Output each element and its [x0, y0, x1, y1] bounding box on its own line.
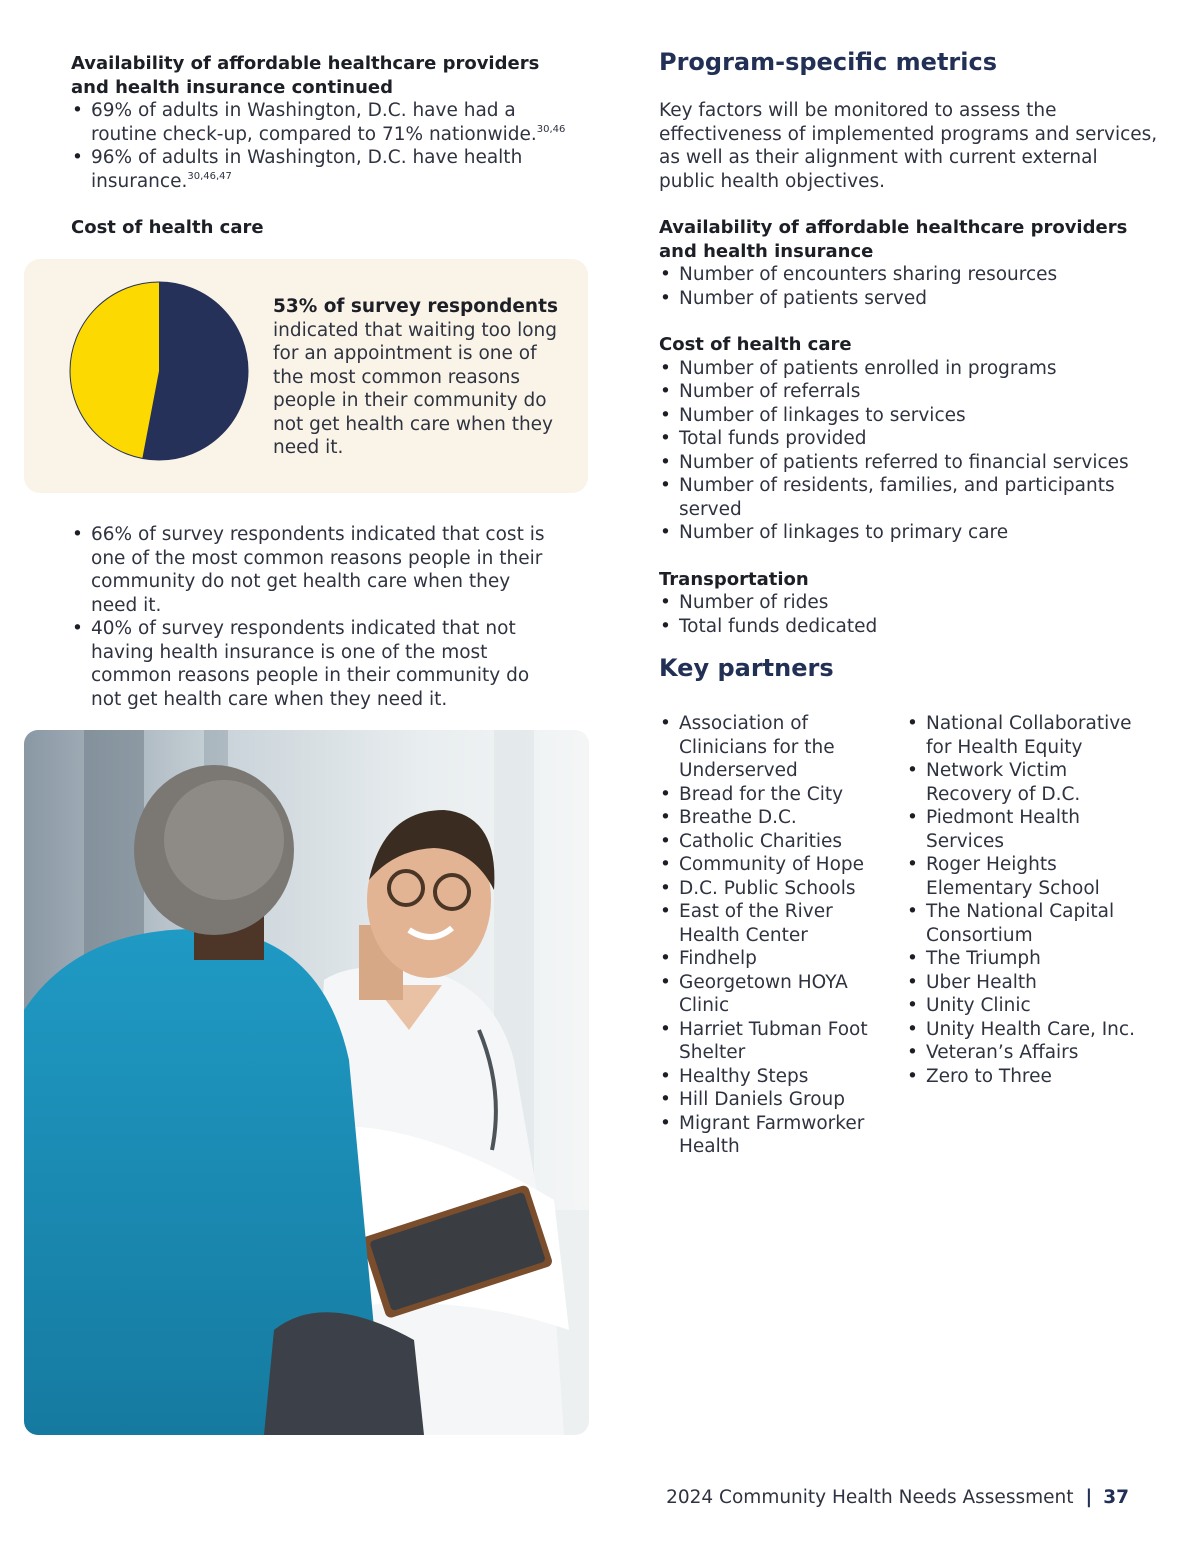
list-item: • Total funds dedicated [659, 615, 1159, 639]
callout-body: indicated that waiting too long for an appointment is one of the most common reasons people in their community do not get health care when they need it. [273, 319, 558, 458]
partner-item: • Network Victim Recovery of D.C. [906, 759, 1146, 806]
report-title: 2024 Community Health Needs Assessment [666, 1487, 1074, 1508]
partner-item: • Harriet Tubman Foot Shelter [659, 1018, 899, 1065]
partners-column-2 [906, 712, 1146, 1088]
list-item: • Number of rides [659, 591, 1159, 615]
metrics-access-list [659, 263, 1159, 310]
cost-heading: Cost of health care [71, 217, 264, 238]
metrics-transportation-list [659, 591, 1159, 638]
partner-item: • The Triumph [906, 947, 1146, 971]
photo-illustration [24, 730, 589, 1435]
right-column [659, 46, 1159, 684]
list-item: • Number of patients served [659, 287, 1159, 311]
list-item [71, 146, 571, 193]
partner-item: • East of the River Health Center [659, 900, 899, 947]
list-item: • Number of patients referred to financial services [659, 451, 1159, 475]
metrics-access-heading: Availability of affordable healthcare providers and health insurance [659, 217, 1128, 262]
metrics-cost-heading: Cost of health care [659, 334, 852, 355]
partner-item: • Piedmont Health Services [906, 806, 1146, 853]
partner-item: • Unity Health Care, Inc. [906, 1018, 1146, 1042]
list-item: • Number of patients enrolled in programs [659, 357, 1159, 381]
partner-item: • Migrant Farmworker Health [659, 1112, 899, 1159]
metrics-intro: Key factors will be monitored to assess the effectiveness of implemented programs and services, as well as their alignment with current external public health objectives. [659, 100, 1158, 192]
partner-item: • Veteran’s Affairs [906, 1041, 1146, 1065]
cost-stats-list [71, 523, 561, 711]
partner-item: • Community of Hope [659, 853, 899, 877]
metrics-cost-list [659, 357, 1159, 545]
stat-text: 69% of adults in Washington, D.C. have had a routine check-up, compared to 71% nationwide. [91, 100, 537, 145]
metrics-transportation-heading: Transportation [659, 568, 809, 590]
partners-column-1 [659, 712, 899, 1159]
citation: 30,46 [536, 123, 566, 135]
page-number: 37 [1103, 1487, 1129, 1508]
partner-item: • D.C. Public Schools [659, 877, 899, 901]
callout-text [273, 295, 563, 460]
partner-item: • Georgetown HOYA Clinic [659, 971, 899, 1018]
list-item: • Number of encounters sharing resources [659, 263, 1159, 287]
page-footer [600, 1485, 1129, 1511]
partner-item: • Hill Daniels Group [659, 1088, 899, 1112]
list-item: • 66% of survey respondents indicated that cost is one of the most common reasons people in their community do not get health care when they need it. [71, 523, 561, 617]
partner-item: • Zero to Three [906, 1065, 1146, 1089]
partner-item: • Catholic Charities [659, 830, 899, 854]
metrics-title: Program-specific metrics [659, 48, 997, 76]
cost-stats [71, 523, 561, 711]
list-item: • 40% of survey respondents indicated that not having health insurance is one of the most common reasons people in their community do not get health care when they need it. [71, 617, 561, 711]
list-item: • Number of residents, families, and participants served [659, 474, 1159, 521]
survey-callout [24, 259, 588, 493]
partner-item: • Association of Clinicians for the Underserved [659, 712, 899, 783]
left-column [71, 52, 571, 240]
stat-text: 96% of adults in Washington, D.C. have health insurance. [91, 147, 523, 192]
partner-item: • Bread for the City [659, 783, 899, 807]
partner-item: • Breathe D.C. [659, 806, 899, 830]
partner-item: • Uber Health [906, 971, 1146, 995]
partner-item: • Roger Heights Elementary School [906, 853, 1146, 900]
doctor-patient-photo [24, 730, 589, 1435]
list-item: • Total funds provided [659, 427, 1159, 451]
partner-item: • National Collaborative for Health Equity [906, 712, 1146, 759]
partners-title: Key partners [659, 654, 834, 682]
list-item: • Number of referrals [659, 380, 1159, 404]
callout-highlight: 53% of survey respondents [273, 296, 558, 317]
access-continued-heading: Availability of affordable healthcare providers and health insurance continued [71, 53, 540, 98]
partner-item: • Healthy Steps [659, 1065, 899, 1089]
list-item [71, 99, 571, 146]
access-stats-list [71, 99, 571, 193]
partner-item: • The National Capital Consortium [906, 900, 1146, 947]
partner-item: • Unity Clinic [906, 994, 1146, 1018]
list-item: • Number of linkages to services [659, 404, 1159, 428]
footer-separator: | [1085, 1487, 1093, 1508]
partner-item: • Findhelp [659, 947, 899, 971]
survey-pie-chart [68, 280, 250, 462]
citation: 30,46,47 [187, 170, 232, 182]
list-item: • Number of linkages to primary care [659, 521, 1159, 545]
